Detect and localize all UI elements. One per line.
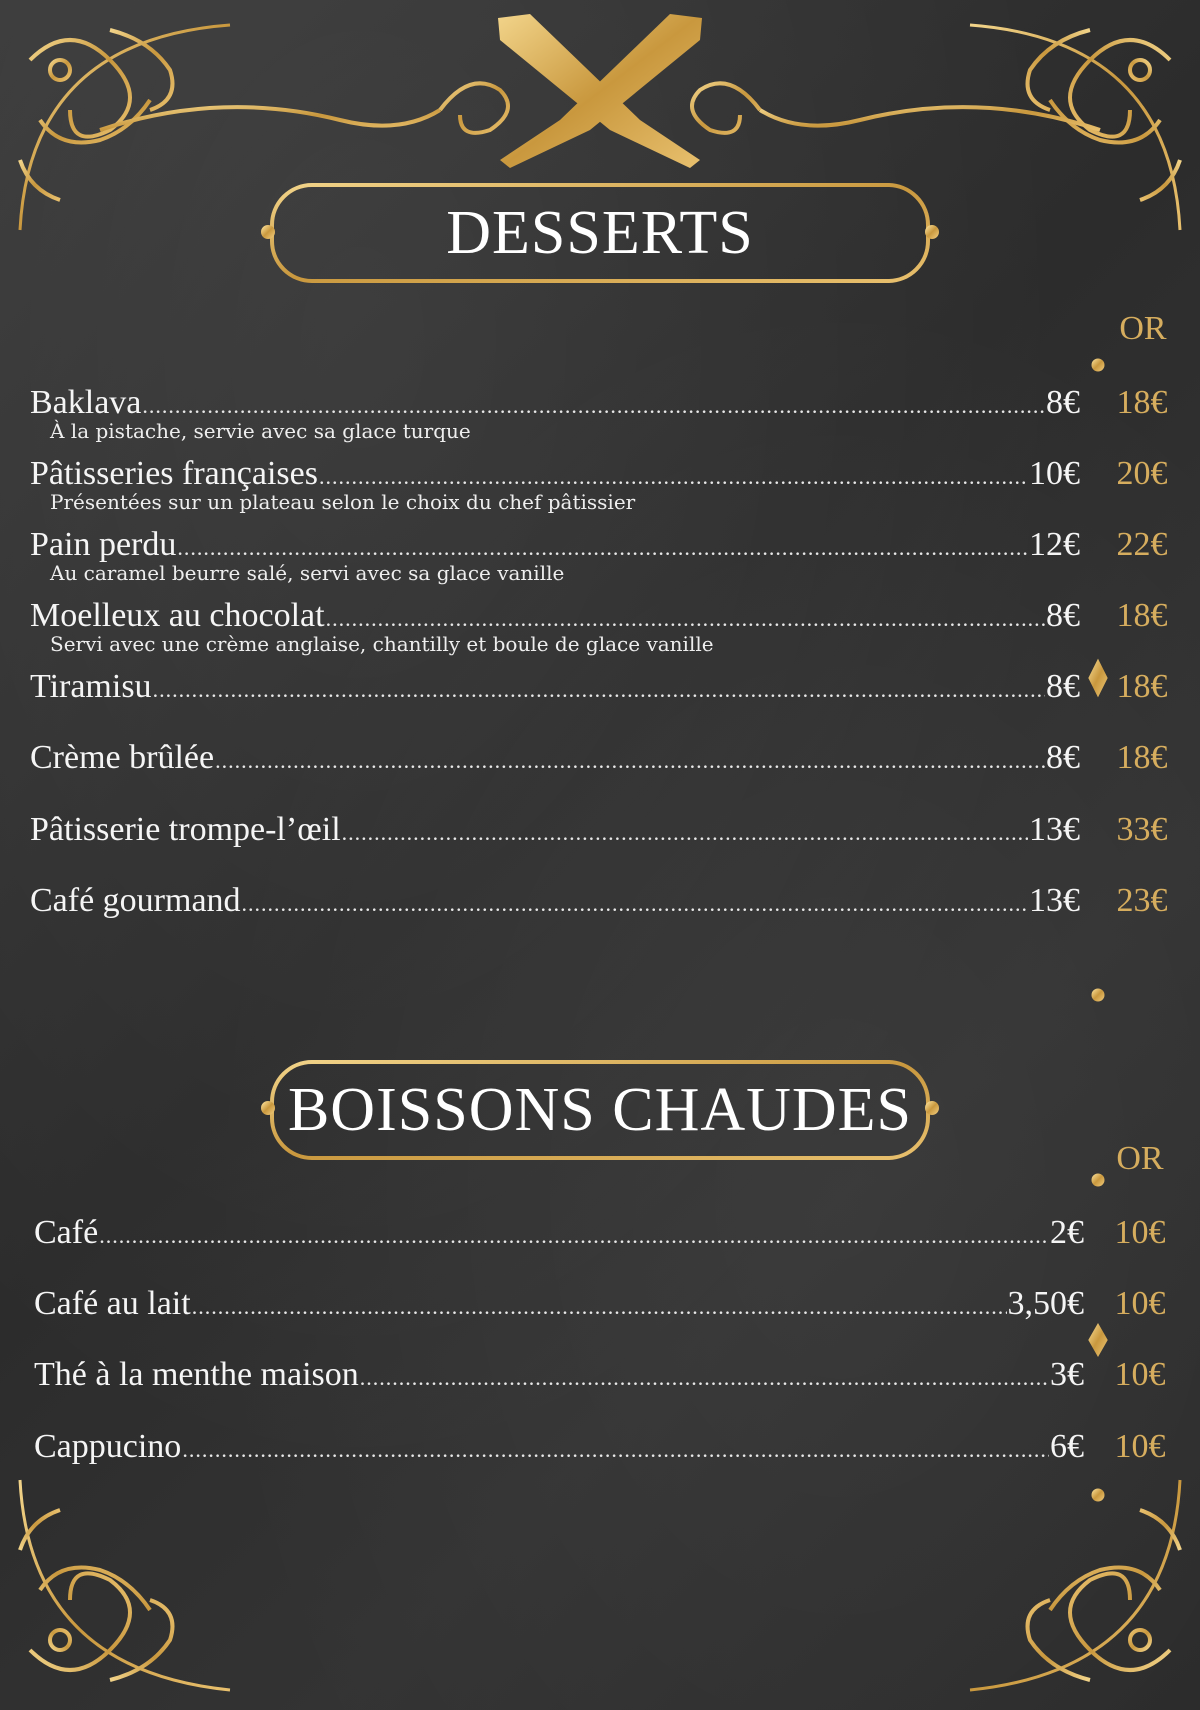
item-name: Café bbox=[34, 1214, 99, 1251]
desserts-banner bbox=[262, 183, 938, 283]
item-price: 12€ bbox=[1029, 526, 1080, 563]
item-price: 10€ bbox=[1029, 455, 1080, 492]
item-price: 13€ bbox=[1029, 811, 1080, 848]
item-or-price: 10€ bbox=[1114, 1356, 1166, 1393]
item-or-price: 23€ bbox=[1116, 882, 1168, 919]
item-or-price: 18€ bbox=[1116, 739, 1168, 776]
item-or-price: 22€ bbox=[1116, 526, 1168, 563]
item-price: 2€ bbox=[1050, 1214, 1084, 1251]
list-item bbox=[0, 881, 1200, 921]
dot-leader bbox=[99, 1216, 1049, 1256]
item-or-price: 33€ bbox=[1116, 811, 1168, 848]
item-name: Thé à la menthe maison bbox=[34, 1356, 359, 1393]
item-description: Au caramel beurre salé, servi avec sa glace vanille bbox=[50, 561, 565, 585]
item-name: Pâtisserie trompe-l’œil bbox=[30, 811, 341, 848]
item-price: 8€ bbox=[1046, 668, 1080, 705]
list-item bbox=[0, 525, 1200, 585]
scroll-flourish-icon bbox=[100, 83, 1100, 133]
list-item bbox=[0, 1355, 1200, 1395]
boissons-banner bbox=[262, 1060, 938, 1160]
item-price: 8€ bbox=[1046, 739, 1080, 776]
item-name: Café gourmand bbox=[30, 882, 241, 919]
list-item bbox=[0, 667, 1200, 707]
item-name: Moelleux au chocolat bbox=[30, 597, 325, 634]
item-or-price: 10€ bbox=[1114, 1428, 1166, 1465]
item-name: Pâtisseries françaises bbox=[30, 455, 318, 492]
item-description: Servi avec une crème anglaise, chantilly et boule de glace vanille bbox=[50, 632, 714, 656]
item-name: Pain perdu bbox=[30, 526, 177, 563]
item-price: 8€ bbox=[1046, 384, 1080, 421]
item-price: 13€ bbox=[1029, 882, 1080, 919]
item-name: Cappucino bbox=[34, 1428, 182, 1465]
desserts-or-header: OR bbox=[1119, 310, 1167, 347]
dot-leader bbox=[342, 813, 1028, 853]
corner-ornament-icon bbox=[20, 30, 173, 200]
item-or-price: 18€ bbox=[1116, 668, 1168, 705]
item-or-price: 18€ bbox=[1116, 384, 1168, 421]
dot-leader bbox=[242, 884, 1028, 924]
dot-leader bbox=[215, 741, 1045, 781]
item-price: 6€ bbox=[1050, 1428, 1084, 1465]
item-name: Café au lait bbox=[34, 1285, 191, 1322]
item-or-price: 10€ bbox=[1114, 1285, 1166, 1322]
list-item bbox=[0, 596, 1200, 656]
dot-leader bbox=[192, 1287, 1007, 1327]
list-item bbox=[0, 454, 1200, 514]
item-or-price: 18€ bbox=[1116, 597, 1168, 634]
list-item bbox=[0, 383, 1200, 443]
list-item bbox=[0, 1284, 1200, 1324]
item-name: Tiramisu bbox=[30, 668, 152, 705]
desserts-title: DESSERTS bbox=[446, 198, 754, 267]
item-or-price: 20€ bbox=[1116, 455, 1168, 492]
item-price: 3€ bbox=[1050, 1356, 1084, 1393]
list-item bbox=[0, 810, 1200, 850]
item-description: Présentées sur un plateau selon le choix du chef pâtissier bbox=[50, 490, 636, 514]
dot-leader bbox=[153, 670, 1045, 710]
item-price: 3,50€ bbox=[1007, 1285, 1084, 1322]
crossed-knives-icon bbox=[498, 14, 702, 168]
list-item bbox=[0, 738, 1200, 778]
dot-leader bbox=[182, 1430, 1049, 1470]
item-price: 8€ bbox=[1046, 597, 1080, 634]
item-or-price: 10€ bbox=[1114, 1214, 1166, 1251]
item-name: Crème brûlée bbox=[30, 739, 215, 776]
dot-leader bbox=[360, 1358, 1049, 1398]
boissons-title: BOISSONS CHAUDES bbox=[287, 1075, 913, 1144]
item-description: À la pistache, servie avec sa glace turque bbox=[50, 419, 471, 443]
list-item bbox=[0, 1427, 1200, 1467]
boissons-or-header: OR bbox=[1116, 1140, 1164, 1177]
list-item bbox=[0, 1213, 1200, 1253]
item-name: Baklava bbox=[30, 384, 142, 421]
